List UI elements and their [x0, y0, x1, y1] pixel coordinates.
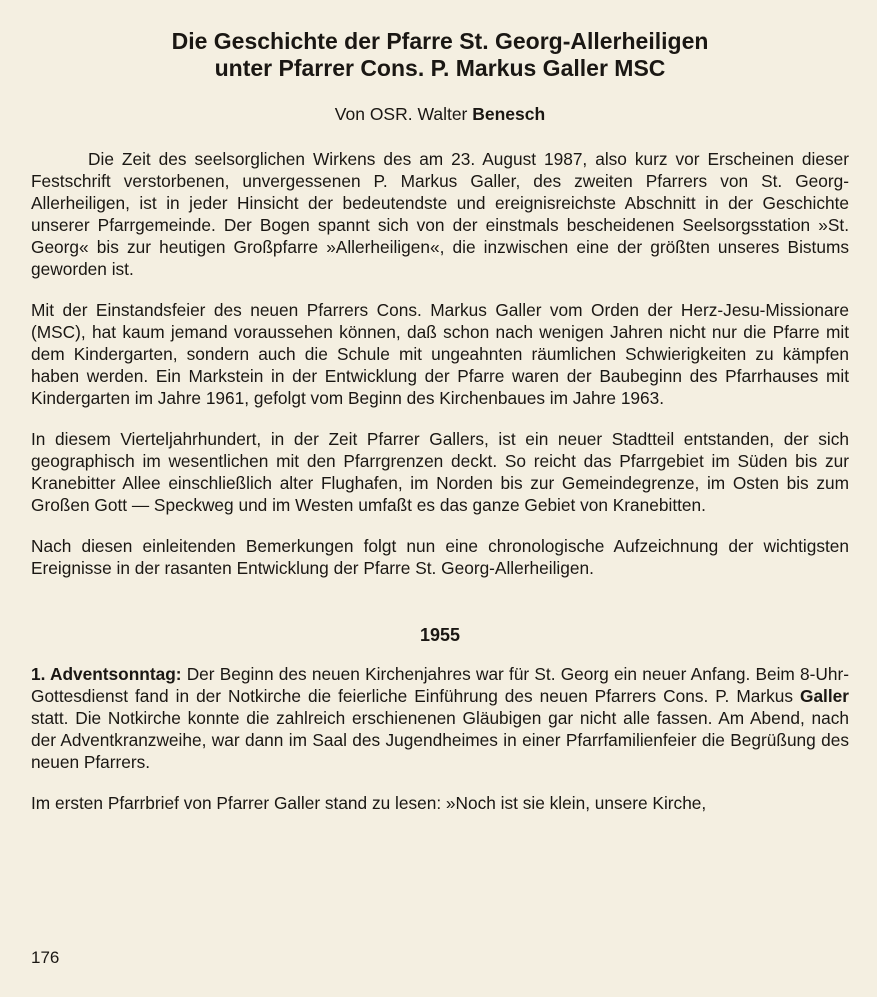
page-number: 176	[31, 948, 60, 967]
paragraph-last: Im ersten Pfarrbrief von Pfarrer Galler stand zu lesen: »Noch ist sie klein, unsere Kirche,	[31, 793, 707, 813]
title-line-2: unter Pfarrer Cons. P. Markus Galler MSC	[214, 55, 666, 81]
advent-text-b: statt. Die Notkirche konnte die zahlreich erschienenen Gläubigen gar nicht alle fassen. Am Abend, nach der Adventkranzweihe, war dann im Saal des Jugendheimes in einer Pfarrfamilienfeier die Begrüßung des neuen Pfarrers.	[31, 708, 849, 772]
advent-bold-name: Galler	[800, 686, 849, 706]
paragraph-advent	[31, 663, 849, 773]
advent-text-a: Der Beginn des neuen Kirchenjahres war für St. Georg ein neuer Anfang. Beim 8-Uhr-Gottesdienst fand in der Notkirche die feierliche Einführung des neuen Pfarrers Cons. P. Markus	[31, 664, 849, 706]
byline-author: Benesch	[472, 104, 546, 124]
advent-label: 1. Adventsonntag:	[31, 664, 182, 684]
byline-prefix: Von OSR. Walter	[334, 104, 473, 124]
year-heading: 1955	[419, 625, 461, 645]
paragraph-intro: Die Zeit des seelsorglichen Wirkens des am 23. August 1987, also kurz vor Erscheinen dieser Festschrift verstorbenen, unvergessenen P. Markus Galler, des zweiten Pfarrers von St. Georg-Allerheiligen, ist in jeder Hinsicht der bedeutendste und ereignisreichste Abschnitt in der Geschichte unserer Pfarrgemeinde. Der Bogen spannt sich von der einstmals bescheidenen Seelsorgsstation »St. Georg« bis zur heutigen Großpfarre »Allerheiligen«, die inzwischen eine der größten unseres Bistums geworden ist.	[31, 149, 849, 279]
byline	[31, 102, 849, 126]
title-line-1: Die Geschichte der Pfarre St. Georg-Allerheiligen	[171, 28, 709, 54]
article-title	[31, 28, 849, 82]
paragraph-2: Mit der Einstandsfeier des neuen Pfarrers Cons. Markus Galler vom Orden der Herz-Jesu-Missionare (MSC), hat kaum jemand voraussehen können, daß schon nach wenigen Jahren nicht nur die Pfarre mit dem Kindergarten, sondern auch die Schule mit ungeahnten räumlichen Schwierigkeiten zu kämpfen haben werden. Ein Markstein in der Entwicklung der Pfarre waren der Baubeginn des Pfarrhauses mit Kindergarten im Jahre 1961, gefolgt vom Beginn des Kirchenbaues im Jahre 1963.	[31, 300, 849, 408]
paragraph-3: In diesem Vierteljahrhundert, in der Zeit Pfarrer Gallers, ist ein neuer Stadtteil entstanden, der sich geographisch im wesentlichen mit den Pfarrgrenzen deckt. So reicht das Pfarrgebiet im Süden bis zur Kranebitter Allee einschließlich alter Flughafen, im Norden bis zur Gemeindegrenze, im Osten bis zum Großen Gott — Speckweg und im Westen umfaßt es das ganze Gebiet von Kranebitten.	[31, 429, 849, 515]
paragraph-4: Nach diesen einleitenden Bemerkungen folgt nun eine chronologische Aufzeichnung der wichtigsten Ereignisse in der rasanten Entwicklung der Pfarre St. Georg-Allerheiligen.	[31, 536, 849, 578]
